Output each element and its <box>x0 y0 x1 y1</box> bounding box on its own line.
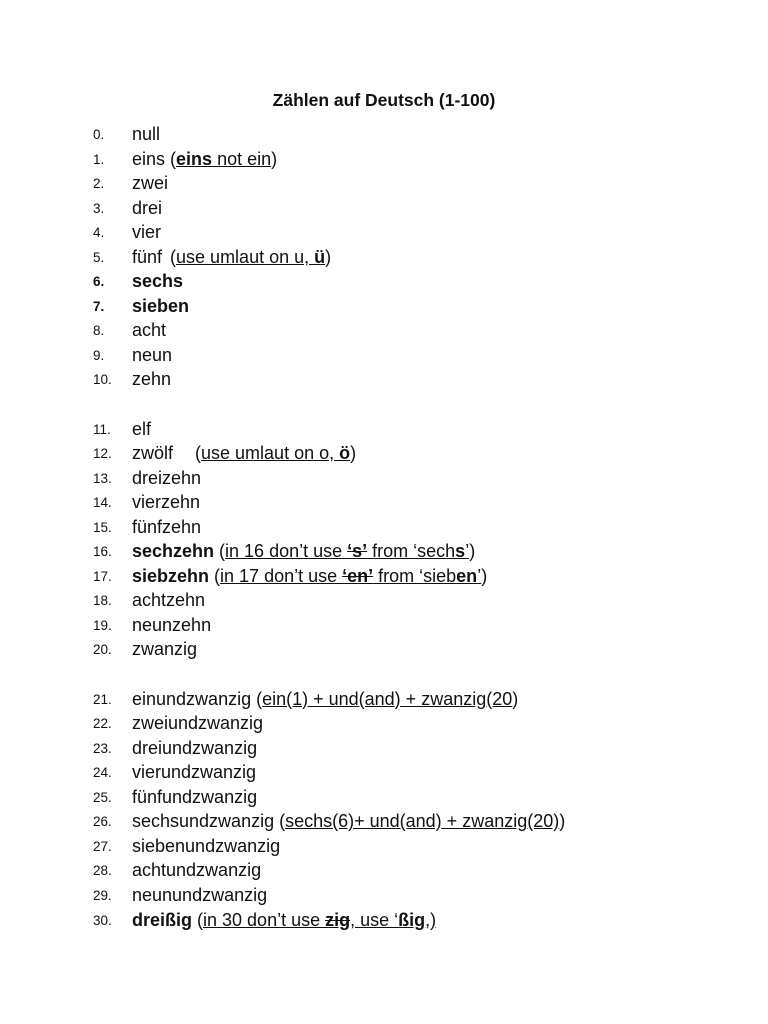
item-word: zehn <box>132 369 172 390</box>
list-item <box>0 245 768 270</box>
item-word: achtundzwanzig <box>132 860 262 881</box>
item-word: fünfundzwanzig <box>132 786 258 807</box>
list-item <box>0 760 768 785</box>
item-word: einundzwanzig (ein(1) + und(and) + zwanzig(20) <box>132 688 519 709</box>
item-number: 23. <box>93 740 112 756</box>
list-item <box>0 367 768 392</box>
item-word: vierundzwanzig <box>132 762 257 783</box>
item-word: dreizehn <box>132 467 202 488</box>
list-item <box>0 858 768 883</box>
item-number: 0. <box>93 127 105 142</box>
list-item <box>0 515 768 540</box>
item-word: vierzehn <box>132 492 201 513</box>
list-item <box>0 539 768 564</box>
note: in 30 don’t use zig, use ‘ßig,) <box>203 909 437 930</box>
list-item <box>0 269 768 294</box>
list-item <box>0 417 768 442</box>
item-word: sechsundzwanzig (sechs(6)+ und(and) + zwanzig(20)) <box>132 811 566 832</box>
list-item <box>0 171 768 196</box>
item-word: sechs <box>132 271 184 292</box>
item-number: 24. <box>93 765 112 781</box>
item-word: zwanzig <box>132 639 198 660</box>
item-number: 21. <box>93 691 112 707</box>
item-word: null <box>132 124 161 144</box>
item-number: 4. <box>93 225 105 241</box>
list-item <box>0 883 768 908</box>
item-word: achtzehn <box>132 590 206 611</box>
item-number: 12. <box>93 446 112 462</box>
item-number: 8. <box>93 323 105 339</box>
item-word: elf <box>132 418 152 439</box>
item-number: 26. <box>93 814 112 830</box>
item-number: 28. <box>93 863 112 879</box>
note-open: ( <box>165 148 177 169</box>
list-item <box>0 637 768 662</box>
item-word: zwölf (use umlaut on o, ö) <box>132 443 357 464</box>
item-word: dreißig (in 30 don’t use zig, use ‘ßig,) <box>132 909 437 930</box>
section-gap <box>0 662 768 687</box>
item-number: 14. <box>93 495 112 511</box>
list-item <box>0 196 768 221</box>
item-word: sechzehn (in 16 don’t use ‘s’ from ‘sechs’) <box>132 541 476 562</box>
item-word: neunundzwanzig <box>132 884 268 905</box>
list-item <box>0 834 768 859</box>
list-item <box>0 687 768 712</box>
list-item <box>0 343 768 368</box>
item-word: acht <box>132 320 167 341</box>
note: use umlaut on o, ö <box>201 443 351 464</box>
item-number: 16. <box>93 544 112 560</box>
item-number: 29. <box>93 887 112 903</box>
item-number: 18. <box>93 593 112 609</box>
item-word: neunzehn <box>132 614 212 635</box>
list-item <box>0 736 768 761</box>
item-number: 2. <box>93 176 105 192</box>
list-item <box>0 147 768 172</box>
list-item <box>0 613 768 638</box>
page-title: Zählen auf Deutsch (1-100) <box>272 90 496 110</box>
item-number: 27. <box>93 838 112 854</box>
item-word: siebzehn (in 17 don’t use ‘en’ from ‘sieben’) <box>132 565 488 586</box>
item-word: siebenundzwanzig <box>132 835 281 856</box>
item-number: 30. <box>93 912 112 928</box>
item-number: 7. <box>93 298 105 314</box>
item-number: 9. <box>93 347 105 363</box>
number-list <box>0 122 768 932</box>
item-number: 19. <box>93 617 112 633</box>
list-item <box>0 441 768 466</box>
note: use umlaut on u, ü <box>176 246 326 267</box>
list-item <box>0 785 768 810</box>
item-number: 17. <box>93 568 112 584</box>
item-word: fünf (use umlaut on u, ü) <box>132 246 332 267</box>
item-word: neun <box>132 344 173 365</box>
list-item <box>0 908 768 933</box>
item-number: 15. <box>93 519 112 535</box>
list-item <box>0 318 768 343</box>
item-number: 6. <box>93 274 105 290</box>
list-item <box>0 711 768 736</box>
note: in 16 don’t use ‘s’ from ‘sechs’ <box>225 541 470 562</box>
list-item <box>0 466 768 491</box>
item-word: vier <box>132 222 162 243</box>
section-gap <box>0 392 768 417</box>
note: sechs(6)+ und(and) + zwanzig(20) <box>285 811 560 832</box>
item-number: 25. <box>93 789 112 805</box>
item-number: 10. <box>93 372 112 388</box>
list-item <box>0 809 768 834</box>
list-item <box>0 294 768 319</box>
item-number: 5. <box>93 249 105 265</box>
note: eins not ein <box>176 148 272 169</box>
item-number: 3. <box>93 200 105 216</box>
item-word: drei <box>132 197 163 218</box>
list-item <box>0 588 768 613</box>
item-number: 1. <box>93 151 105 167</box>
note: ein(1) + und(and) + zwanzig(20 <box>262 688 513 709</box>
item-word: zweiundzwanzig <box>132 713 264 734</box>
item-word: sieben <box>132 295 190 316</box>
list-item <box>0 490 768 515</box>
item-word: zwei <box>132 173 169 194</box>
list-item <box>0 122 768 147</box>
item-word: eins (eins not ein) <box>132 148 278 169</box>
note: in 17 don’t use ‘en’ from ‘sieben’ <box>220 565 482 586</box>
item-number: 11. <box>93 421 111 437</box>
item-word: fünfzehn <box>132 516 202 537</box>
item-number: 20. <box>93 642 112 658</box>
list-item <box>0 564 768 589</box>
item-number: 13. <box>93 470 112 486</box>
list-item <box>0 220 768 245</box>
item-number: 22. <box>93 716 112 732</box>
item-word: dreiundzwanzig <box>132 737 258 758</box>
